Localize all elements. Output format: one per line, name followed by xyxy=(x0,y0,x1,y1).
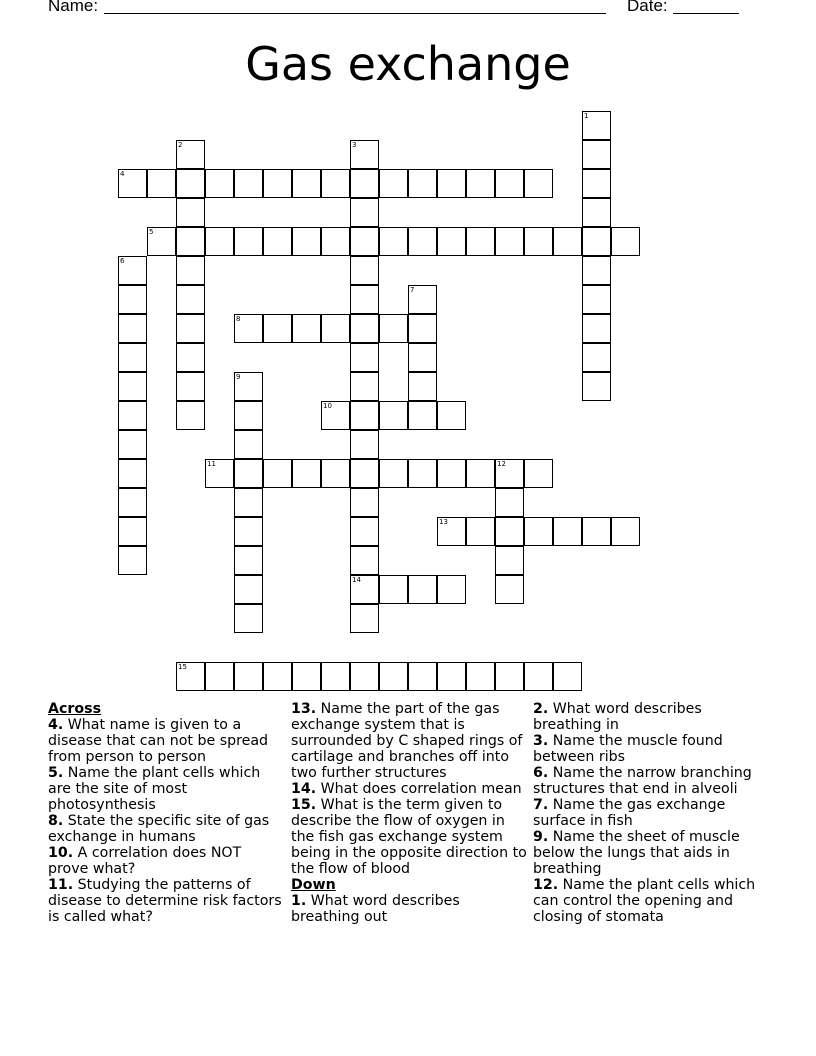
clue-across xyxy=(291,797,527,877)
grid-cell[interactable] xyxy=(263,314,292,343)
clue-number-label: 6 xyxy=(120,257,125,265)
clue-text: Name the sheet of muscle below the lungs that aids in breathing xyxy=(533,829,740,877)
grid-cell[interactable] xyxy=(495,169,524,198)
clue-number: 9. xyxy=(533,829,549,845)
clue-down xyxy=(533,701,769,733)
grid-cell[interactable] xyxy=(466,662,495,691)
clue-text: What does correlation mean xyxy=(320,781,522,797)
clue-across xyxy=(48,877,284,925)
grid-cell[interactable] xyxy=(350,227,379,256)
clue-across xyxy=(48,717,284,765)
clue-number: 3. xyxy=(533,733,549,749)
grid-cell[interactable] xyxy=(611,227,640,256)
clue-down xyxy=(533,765,769,797)
grid-cell[interactable] xyxy=(147,169,176,198)
clue-number-label: 1 xyxy=(584,112,589,120)
grid-cell[interactable] xyxy=(466,227,495,256)
grid-cell[interactable] xyxy=(408,459,437,488)
grid-cell[interactable] xyxy=(582,169,611,198)
grid-cell[interactable] xyxy=(292,169,321,198)
across-heading: Across xyxy=(48,701,102,717)
grid-cell[interactable] xyxy=(234,227,263,256)
grid-cell[interactable] xyxy=(118,459,147,488)
clue-number-label: 11 xyxy=(207,460,216,468)
clue-number: 13. xyxy=(291,701,317,717)
grid-cell[interactable] xyxy=(582,256,611,285)
clue-text: What is the term given to describe the flow of oxygen in the fish gas exchange system being in the opposite direction to the flow of blood xyxy=(291,797,527,877)
grid-cell[interactable] xyxy=(176,343,205,372)
clue-down xyxy=(291,893,527,925)
clue-number-label: 14 xyxy=(352,576,361,584)
clue-number-label: 13 xyxy=(439,518,448,526)
clue-text: What name is given to a disease that can not be spread from person to person xyxy=(48,717,269,765)
grid-cell[interactable] xyxy=(350,546,379,575)
clue-text: Name the muscle found between ribs xyxy=(533,733,723,765)
grid-cell[interactable] xyxy=(379,227,408,256)
grid-cell[interactable] xyxy=(234,169,263,198)
grid-cell[interactable] xyxy=(553,662,582,691)
grid-cell[interactable] xyxy=(118,517,147,546)
grid-cell[interactable] xyxy=(176,372,205,401)
grid-cell[interactable] xyxy=(408,314,437,343)
grid-cell[interactable] xyxy=(437,227,466,256)
grid-cell[interactable] xyxy=(582,198,611,227)
clue-across xyxy=(48,765,284,813)
clue-number: 11. xyxy=(48,877,74,893)
page-title: Gas exchange xyxy=(245,37,571,91)
grid-cell[interactable] xyxy=(350,517,379,546)
grid-cell[interactable] xyxy=(437,169,466,198)
grid-cell[interactable] xyxy=(553,227,582,256)
grid-cell[interactable] xyxy=(350,285,379,314)
clue-number: 2. xyxy=(533,701,549,717)
grid-cell[interactable] xyxy=(582,372,611,401)
grid-cell[interactable] xyxy=(495,546,524,575)
grid-cell[interactable] xyxy=(176,256,205,285)
grid-cell[interactable] xyxy=(234,604,263,633)
clue-number: 8. xyxy=(48,813,64,829)
clue-down xyxy=(533,877,769,925)
grid-cell[interactable] xyxy=(263,662,292,691)
grid-cell[interactable] xyxy=(263,459,292,488)
grid-cell[interactable] xyxy=(408,662,437,691)
clue-across xyxy=(291,701,527,781)
grid-cell[interactable] xyxy=(350,314,379,343)
clue-number-label: 3 xyxy=(352,141,357,149)
grid-cell[interactable] xyxy=(495,662,524,691)
grid-cell[interactable] xyxy=(176,285,205,314)
grid-cell[interactable] xyxy=(350,459,379,488)
grid-cell[interactable] xyxy=(495,227,524,256)
grid-cell[interactable] xyxy=(408,575,437,604)
grid-cell[interactable] xyxy=(582,285,611,314)
clues-column-2 xyxy=(291,701,527,925)
grid-cell[interactable] xyxy=(350,169,379,198)
clue-down xyxy=(533,797,769,829)
clue-number-label: 2 xyxy=(178,141,183,149)
grid-cell[interactable] xyxy=(495,575,524,604)
clue-text: What word describes breathing in xyxy=(533,701,702,733)
grid-cell[interactable] xyxy=(263,227,292,256)
clue-text: What word describes breathing out xyxy=(291,893,460,925)
clue-number-label: 12 xyxy=(497,460,506,468)
grid-cell[interactable] xyxy=(466,459,495,488)
grid-cell[interactable] xyxy=(379,401,408,430)
grid-cell[interactable] xyxy=(524,459,553,488)
grid-cell[interactable] xyxy=(582,517,611,546)
grid-cell[interactable] xyxy=(466,517,495,546)
clue-across xyxy=(48,845,284,877)
grid-cell[interactable] xyxy=(292,314,321,343)
clue-text: Name the plant cells which can control the opening and closing of stomata xyxy=(533,877,756,925)
grid-cell[interactable] xyxy=(408,227,437,256)
clue-number: 15. xyxy=(291,797,317,813)
clue-number: 4. xyxy=(48,717,64,733)
grid-cell[interactable] xyxy=(408,401,437,430)
clue-number: 1. xyxy=(291,893,307,909)
grid-cell[interactable] xyxy=(234,575,263,604)
grid-cell[interactable] xyxy=(350,256,379,285)
grid-cell[interactable] xyxy=(205,662,234,691)
grid-cell[interactable] xyxy=(234,430,263,459)
clue-text: A correlation does NOT prove what? xyxy=(48,845,242,877)
clues-column-1 xyxy=(48,701,284,925)
date-label: Date: xyxy=(627,0,668,15)
grid-cell[interactable] xyxy=(350,401,379,430)
clue-number-label: 4 xyxy=(120,170,125,178)
clue-text: Name the part of the gas exchange system that is surrounded by C shaped rings of cartilage and branches off into two further structures xyxy=(291,701,523,781)
grid-cell[interactable] xyxy=(205,227,234,256)
grid-cell[interactable] xyxy=(321,662,350,691)
clue-number: 10. xyxy=(48,845,74,861)
clue-number: 14. xyxy=(291,781,317,797)
grid-cell[interactable] xyxy=(176,169,205,198)
grid-cell[interactable] xyxy=(234,517,263,546)
grid-cell[interactable] xyxy=(553,517,582,546)
grid-cell[interactable] xyxy=(582,314,611,343)
grid-cell[interactable] xyxy=(350,662,379,691)
clue-number: 7. xyxy=(533,797,549,813)
name-label: Name: xyxy=(48,0,99,15)
grid-cell[interactable] xyxy=(379,314,408,343)
grid-cell[interactable] xyxy=(234,662,263,691)
grid-cell[interactable] xyxy=(321,169,350,198)
clue-number: 5. xyxy=(48,765,64,781)
grid-cell[interactable] xyxy=(292,459,321,488)
grid-cell[interactable] xyxy=(176,314,205,343)
grid-cell[interactable] xyxy=(582,227,611,256)
grid-cell[interactable] xyxy=(379,662,408,691)
grid-cell[interactable] xyxy=(321,227,350,256)
grid-cell[interactable] xyxy=(495,517,524,546)
grid-cell[interactable] xyxy=(118,488,147,517)
grid-cell[interactable] xyxy=(408,343,437,372)
grid-cell[interactable] xyxy=(379,459,408,488)
grid-cell[interactable] xyxy=(321,459,350,488)
grid-cell[interactable] xyxy=(176,227,205,256)
grid-cell[interactable] xyxy=(176,401,205,430)
grid-cell[interactable] xyxy=(176,198,205,227)
grid-cell[interactable] xyxy=(234,546,263,575)
grid-cell[interactable] xyxy=(466,169,495,198)
grid-cell[interactable] xyxy=(408,372,437,401)
grid-cell[interactable] xyxy=(524,169,553,198)
clue-number-label: 8 xyxy=(236,315,241,323)
grid-cell[interactable] xyxy=(437,401,466,430)
grid-cell[interactable] xyxy=(437,459,466,488)
grid-cell[interactable] xyxy=(118,372,147,401)
grid-cell[interactable] xyxy=(350,343,379,372)
clue-number-label: 9 xyxy=(236,373,241,381)
clue-down xyxy=(533,829,769,877)
grid-cell[interactable] xyxy=(118,343,147,372)
grid-cell[interactable] xyxy=(611,517,640,546)
grid-cell[interactable] xyxy=(350,372,379,401)
clue-number: 12. xyxy=(533,877,559,893)
clue-text: Studying the patterns of disease to determine risk factors is called what? xyxy=(48,877,282,925)
grid-cell[interactable] xyxy=(524,517,553,546)
grid-cell[interactable] xyxy=(437,575,466,604)
clues-column-3 xyxy=(533,701,769,925)
grid-cell[interactable] xyxy=(118,430,147,459)
clue-text: State the specific site of gas exchange in humans xyxy=(48,813,270,845)
grid-cell[interactable] xyxy=(408,169,437,198)
grid-cell[interactable] xyxy=(205,169,234,198)
grid-cell[interactable] xyxy=(350,198,379,227)
grid-cell[interactable] xyxy=(582,140,611,169)
clue-down xyxy=(533,733,769,765)
grid-cell[interactable] xyxy=(234,401,263,430)
grid-cell[interactable] xyxy=(582,343,611,372)
grid-cell[interactable] xyxy=(292,227,321,256)
grid-cell[interactable] xyxy=(495,488,524,517)
grid-cell[interactable] xyxy=(524,227,553,256)
grid-cell[interactable] xyxy=(118,401,147,430)
clue-number-label: 7 xyxy=(410,286,415,294)
grid-cell[interactable] xyxy=(118,314,147,343)
grid-cell[interactable] xyxy=(524,662,553,691)
grid-cell[interactable] xyxy=(379,575,408,604)
grid-cell[interactable] xyxy=(321,314,350,343)
grid-cell[interactable] xyxy=(379,169,408,198)
grid-cell[interactable] xyxy=(292,662,321,691)
grid-cell[interactable] xyxy=(234,488,263,517)
clue-across xyxy=(291,781,527,797)
clue-number: 6. xyxy=(533,765,549,781)
grid-cell[interactable] xyxy=(118,285,147,314)
grid-cell[interactable] xyxy=(263,169,292,198)
grid-cell[interactable] xyxy=(118,546,147,575)
down-heading: Down xyxy=(291,877,336,893)
clue-number-label: 5 xyxy=(149,228,154,236)
grid-cell[interactable] xyxy=(350,604,379,633)
clue-text: Name the narrow branching structures that end in alveoli xyxy=(533,765,752,797)
clue-number-label: 10 xyxy=(323,402,332,410)
clue-text: Name the gas exchange surface in fish xyxy=(533,797,726,829)
clue-across xyxy=(48,813,284,845)
clue-text: Name the plant cells which are the site of most photosynthesis xyxy=(48,765,261,813)
grid-cell[interactable] xyxy=(350,488,379,517)
grid-cell[interactable] xyxy=(437,662,466,691)
grid-cell[interactable] xyxy=(350,430,379,459)
grid-cell[interactable] xyxy=(234,459,263,488)
clue-number-label: 15 xyxy=(178,663,187,671)
